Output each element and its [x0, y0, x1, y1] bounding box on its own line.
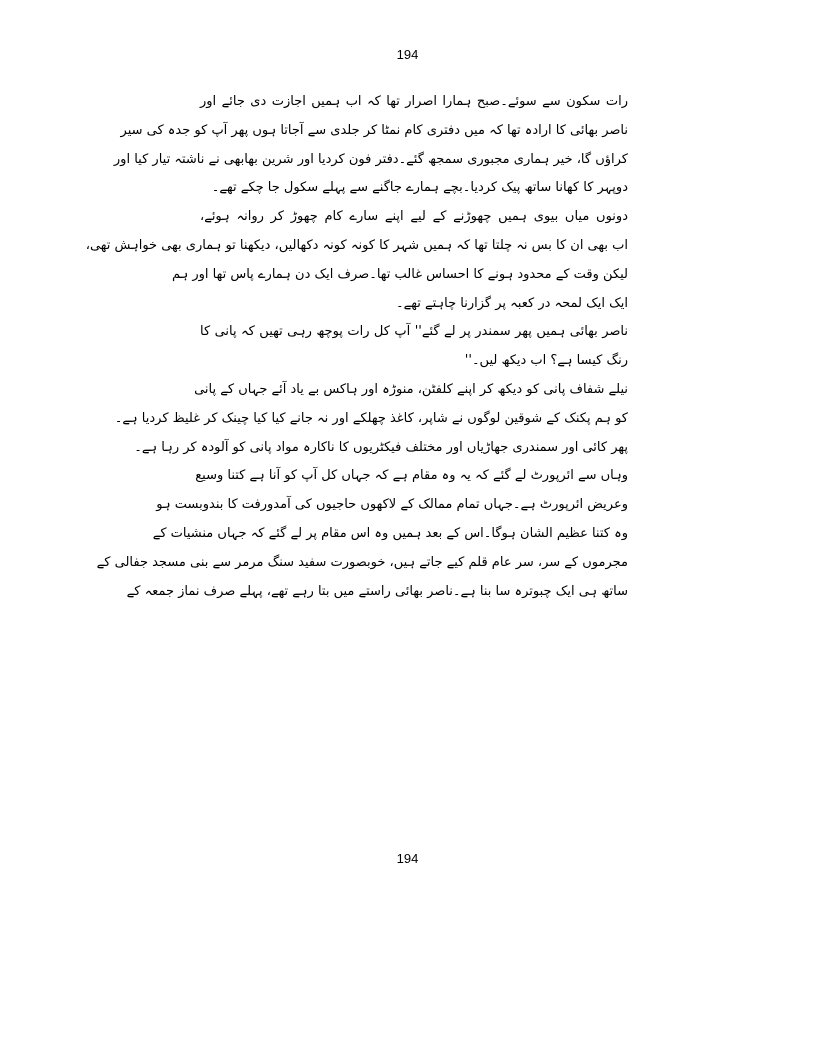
text-line: ایک ایک لمحہ در کعبہ پر گزارنا چاہتے تھے۔: [396, 295, 628, 311]
text-line: لیکن وقت کے محدود ہونے کا احساس غالب تھا۔صرف ایک دن ہمارے پاس تھا اور ہم: [171, 266, 628, 282]
text-line: مجرموں کے سر، سر عام قلم کیے جاتے ہیں، خوبصورت سفید سنگ مرمر سے بنی مسجد جفالی کے: [96, 554, 628, 570]
text-line: دوپہر کا کھانا ساتھ پیک کردیا۔بچے ہمارے جاگنے سے پہلے سکول جا چکے تھے۔: [211, 180, 628, 196]
text-line: ناصر بھائی کا ارادہ تھا کہ میں دفتری کام نمٹا کر جلدی سے آجاتا ہوں پھر آپ کو جدہ کی سیر: [120, 122, 628, 138]
text-line: دونوں میاں بیوی ہمیں چھوڑنے کے لیے اپنے سارے کام چھوڑ کر روانہ ہوئے،: [200, 209, 628, 225]
text-line: وہاں سے ائرپورٹ لے گئے کہ یہ وہ مقام ہے کہ جہاں کل آپ کو آنا ہے کتنا وسیع: [195, 468, 628, 484]
text-line: کراؤں گا، خیر ہماری مجبوری سمجھ گئے۔دفتر فون کردیا اور شرین بھابھی نے ناشتہ تیار کیا اور: [113, 151, 628, 167]
text-line: وہ کتنا عظیم الشان ہوگا۔اس کے بعد ہمیں وہ اس مقام پر لے گئے کہ جہاں منشیات کے: [152, 525, 628, 541]
page-number-top: 194: [396, 47, 419, 62]
text-line: کو ہم پکنک کے شوقین لوگوں نے شاپر، کاغذ چھلکے اور نہ جانے کیا کیا چینک کر غلیظ کردیا ہے۔: [114, 410, 628, 426]
text-line: اب بھی ان کا بس نہ چلتا تھا کہ ہمیں شہر کا کونہ کونہ دکھالیں، دیکھنا تو ہماری بھی خواہش تھی،: [85, 237, 628, 253]
text-line: ناصر بھائی ہمیں پھر سمندر پر لے گئے'' آپ کل رات پوچھ رہی تھیں کہ پانی کا: [200, 324, 628, 340]
text-line: رات سکون سے سوئے۔صبح ہمارا اصرار تھا کہ اب ہمیں اجازت دی جائے اور: [200, 94, 628, 109]
text-line: رنگ کیسا ہے؟ اب دیکھ لیں۔'': [464, 353, 628, 369]
body-text: [85, 88, 628, 606]
text-line: ساتھ ہی ایک چبوترہ سا بنا ہے۔ناصر بھائی راستے میں بتا رہے تھے، پہلے صرف نماز جمعہ کے: [126, 583, 628, 599]
text-line: نیلے شفاف پانی کو دیکھ کر اپنے کلفٹن، منوڑہ اور ہاکس بے یاد آئے جہاں کے پانی: [194, 381, 628, 397]
text-line: پھر کائی اور سمندری جھاڑیاں اور مختلف فیکٹریوں کا ناکارہ مواد پانی کو آلودہ کر رہا ہے۔: [134, 439, 628, 455]
text-line: وعریض ائرپورٹ ہے۔جہاں تمام ممالک کے لاکھوں حاجیوں کی آمدورفت کا بندوبست ہو: [156, 497, 628, 513]
page-number-bottom: 194: [396, 851, 419, 866]
